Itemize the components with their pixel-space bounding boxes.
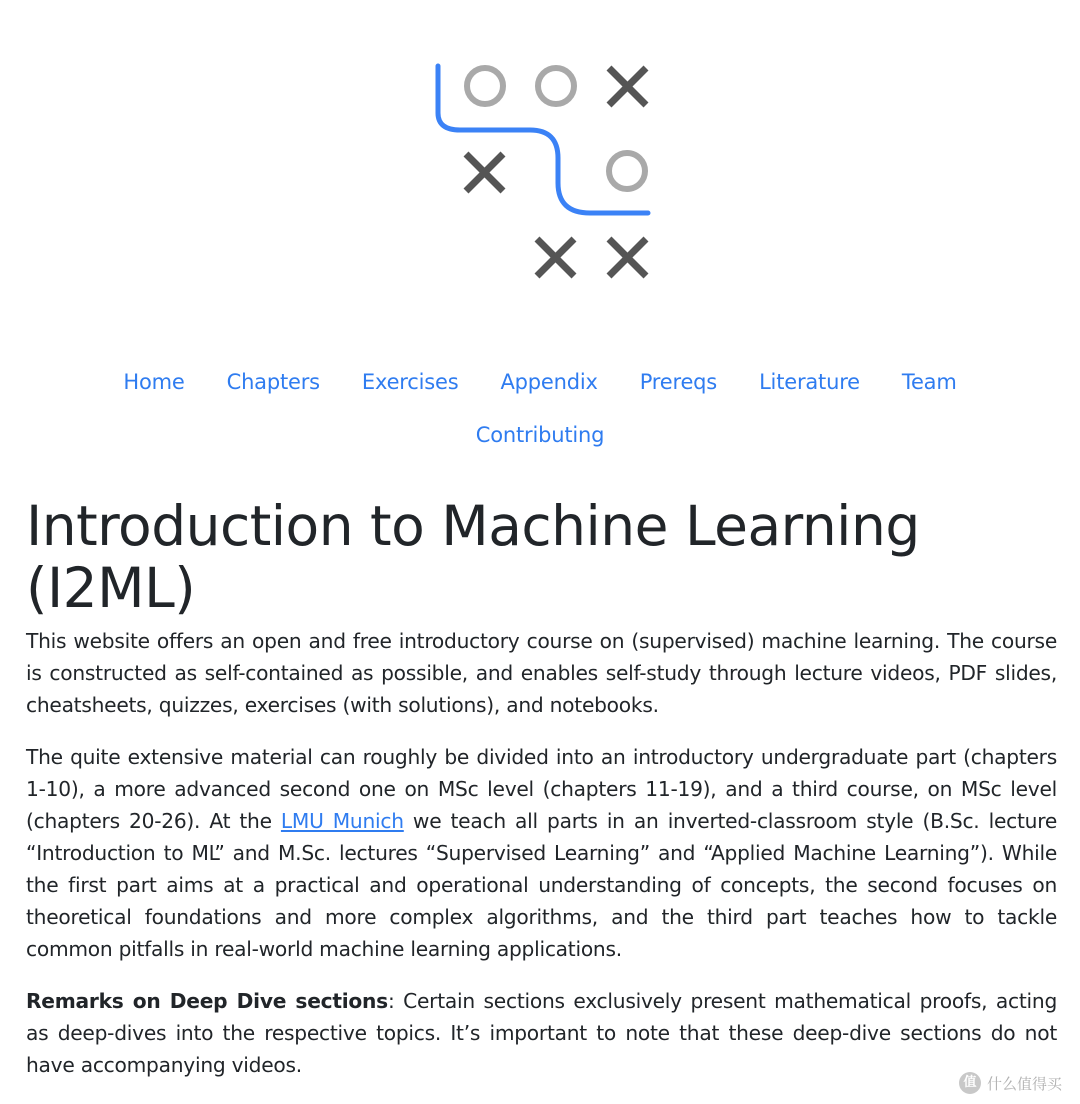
- circle-icon: [467, 68, 503, 104]
- lmu-munich-link[interactable]: LMU Munich: [280, 809, 404, 833]
- nav-chapters-link[interactable]: Chapters: [226, 369, 320, 394]
- remarks-text: : Certain sections exclusively present mathematical proofs, acting as deep-dives into the respective topics. It’s important to note that these deep-dive sections do not have accompanying videos.: [26, 989, 1058, 1077]
- nav-appendix-link[interactable]: Appendix: [500, 369, 598, 394]
- nav-team-link[interactable]: Team: [901, 369, 957, 394]
- page-title: Introduction to Machine Learning (I2ML): [26, 494, 920, 620]
- circle-icon: [609, 153, 645, 189]
- main-nav: [0, 355, 1080, 461]
- material-text-after: we teach all parts in an inverted-classroom style (B.Sc. lecture “Introduction to ML” and M.Sc. lectures “Supervised Learning” and “Applied Machine Learning”). While the first part aims at a practical and operational understanding of concepts, the second focuses on theoretical foundations and more complex algorithms, and the third part teaches how to tackle common pitfalls in real-world machine learning applications.: [26, 809, 1057, 961]
- remarks-paragraph: [26, 985, 1057, 1081]
- cross-icon: [609, 68, 646, 105]
- nav-row: [0, 355, 1080, 408]
- intro-paragraph: This website offers an open and free introductory course on (supervised) machine learning. The course is constructed as self-contained as possible, and enables self-study through lecture videos, PDF slides, cheatsheets, quizzes, exercises (with solutions), and notebooks.: [26, 629, 1057, 717]
- main-content: [26, 495, 1057, 1101]
- nav-contributing-link[interactable]: Contributing: [475, 422, 605, 447]
- cross-icon: [537, 239, 574, 276]
- material-text-before: The quite extensive material can roughly be divided into an introductory undergraduate part (chapters 1-10), a more advanced second one on MSc level (chapters 11-19), and a third course, on MSc level (chapters 20-26). At the: [26, 745, 1057, 833]
- logo: [0, 0, 1080, 300]
- nav-prereqs-link[interactable]: Prereqs: [639, 369, 718, 394]
- watermark-text: 什么值得买: [986, 1074, 1062, 1093]
- remarks-heading: Remarks on Deep Dive sections: [26, 989, 388, 1013]
- nav-row: [0, 408, 1080, 461]
- watermark: [959, 1072, 1062, 1094]
- cross-icon: [466, 154, 503, 191]
- watermark-logo-icon: 值: [959, 1072, 981, 1094]
- nav-exercises-link[interactable]: Exercises: [361, 369, 459, 394]
- nav-home-link[interactable]: Home: [123, 369, 185, 394]
- material-paragraph: [26, 741, 1057, 965]
- cross-icon: [609, 239, 646, 276]
- tic-tac-toe-logo-icon: [430, 58, 660, 288]
- nav-literature-link[interactable]: Literature: [759, 369, 860, 394]
- circle-icon: [538, 68, 574, 104]
